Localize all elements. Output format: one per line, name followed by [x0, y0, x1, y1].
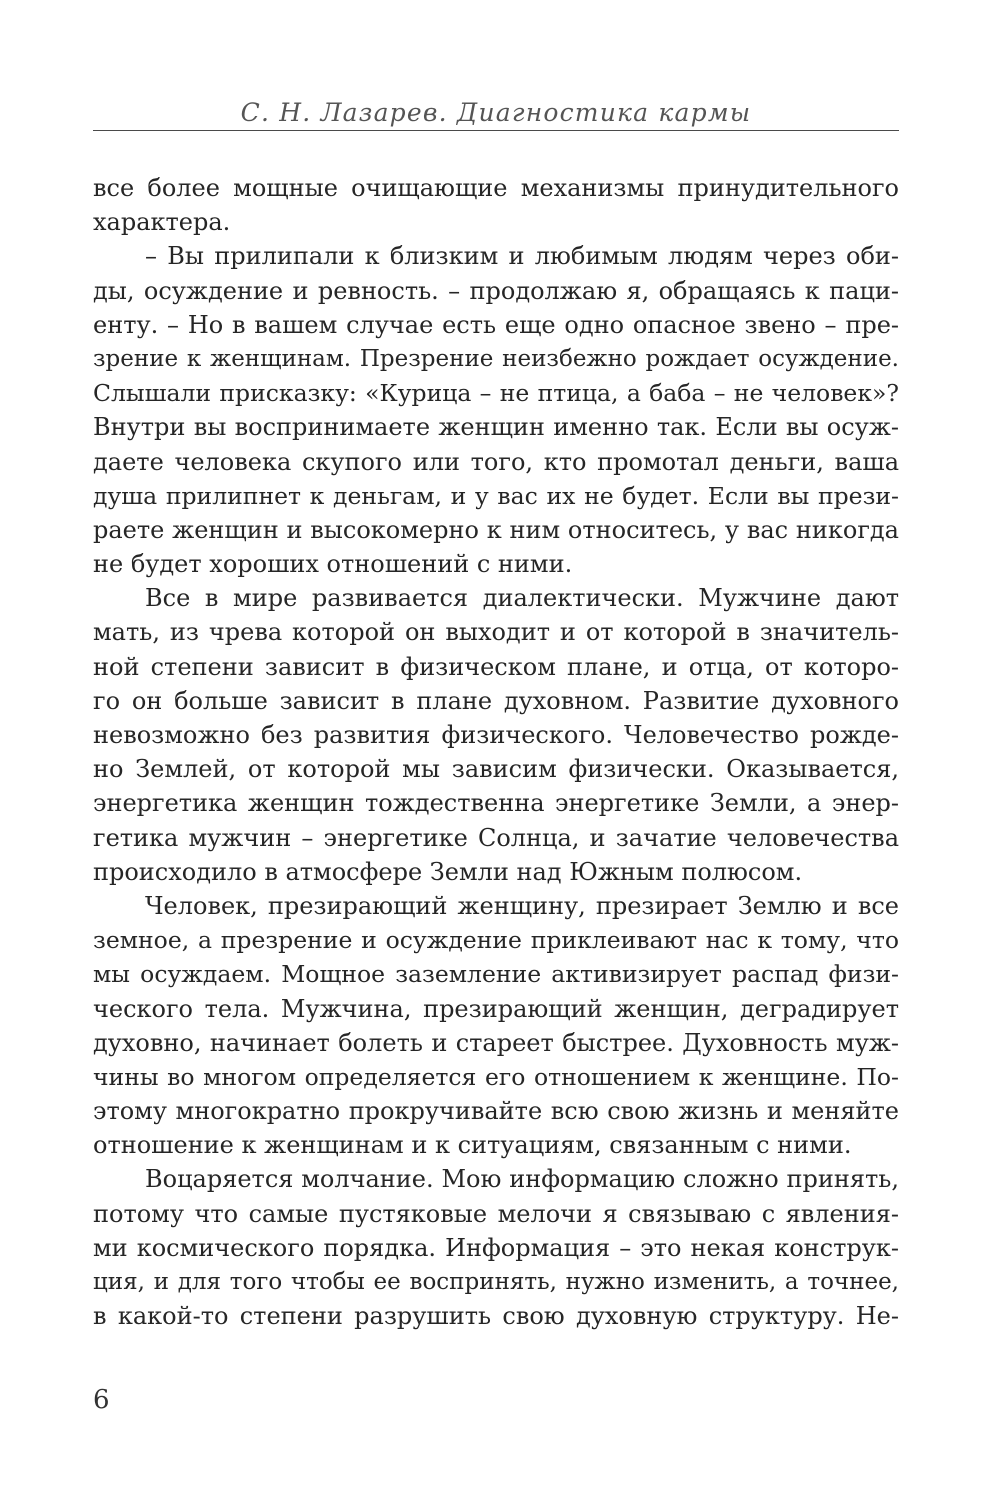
text-line: го он больше зависит в плане духовном. Развитие духовного — [93, 686, 899, 715]
text-line: ция, и для того чтобы ее воспринять, нужно изменить, а точнее, — [93, 1269, 899, 1295]
text-line: Воцаряется молчание. Мою информацию сложно принять, — [145, 1165, 899, 1194]
text-line: – Вы прилипали к близким и любимым людям через оби- — [145, 242, 899, 271]
text-line: этому многократно прокручивайте всю свою жизнь и меняйте — [93, 1097, 899, 1126]
text-line: ми космического порядка. Информация – это некая конструк- — [93, 1233, 899, 1262]
text-line: потому что самые пустяковые мелочи я связываю с явления- — [93, 1199, 899, 1228]
text-line: не будет хороших отношений с ними. — [93, 550, 573, 579]
text-line: земное, а презрение и осуждение приклеивают нас к тому, что — [93, 926, 899, 955]
text-line: гетика мужчин – энергетике Солнца, и зачатие человечества — [93, 823, 899, 852]
text-line: даете человека скупого или того, кто промотал деньги, ваша — [93, 447, 899, 476]
text-line: енту. – Но в вашем случае есть еще одно опасное звено – пре- — [93, 310, 899, 339]
text-line: зрение к женщинам. Презрение неизбежно рождает осуждение. — [93, 345, 899, 372]
text-line: Слышали присказку: «Курица – не птица, а баба – не человек»? — [93, 379, 899, 408]
text-line: но Землей, от которой мы зависим физически. Оказывается, — [93, 755, 899, 784]
page-number: 6 — [93, 1385, 110, 1415]
text-line: энергетика женщин тождественна энергетике Земли, а энер- — [93, 789, 899, 818]
text-line: чины во многом определяется его отношением к женщине. По- — [93, 1062, 899, 1091]
text-line: раете женщин и высокомерно к ним относитесь, у вас никогда — [93, 515, 899, 544]
text-line: духовно, начинает болеть и стареет быстрее. Духовность муж- — [93, 1028, 899, 1057]
text-line: мы осуждаем. Мощное заземление активизирует распад физи- — [93, 960, 899, 989]
text-line: невозможно без развития физического. Человечество рожде- — [93, 721, 899, 749]
text-line: характера. — [93, 208, 231, 237]
text-line: Все в мире развивается диалектически. Мужчине дают — [145, 584, 899, 613]
header-rule — [93, 130, 899, 131]
text-line: в какой-то степени разрушить свою духовную структуру. Не- — [93, 1302, 899, 1331]
text-line: Человек, презирающий женщину, презирает Землю и все — [145, 891, 899, 920]
text-line: ческого тела. Мужчина, презирающий женщин, деградирует — [93, 994, 899, 1023]
running-header: С. Н. Лазарев. Диагностика кармы — [240, 98, 752, 127]
text-line: отношение к женщинам и к ситуациям, связанным с ними. — [93, 1131, 852, 1160]
text-line: ной степени зависит в физическом плане, и отца, от которо- — [93, 652, 899, 681]
page-body-text — [93, 171, 899, 1333]
text-line: мать, из чрева которой он выходит и от которой в значитель- — [93, 618, 899, 647]
text-line: все более мощные очищающие механизмы принудительного — [93, 174, 899, 202]
text-line: происходило в атмосфере Земли над Южным полюсом. — [93, 857, 803, 886]
text-line: душа прилипнет к деньгам, и у вас их не будет. Если вы прези- — [93, 481, 899, 510]
text-line: Внутри вы воспринимаете женщин именно так. Если вы осуж- — [93, 413, 899, 442]
text-line: ды, осуждение и ревность. – продолжаю я, обращаясь к паци- — [93, 276, 899, 305]
